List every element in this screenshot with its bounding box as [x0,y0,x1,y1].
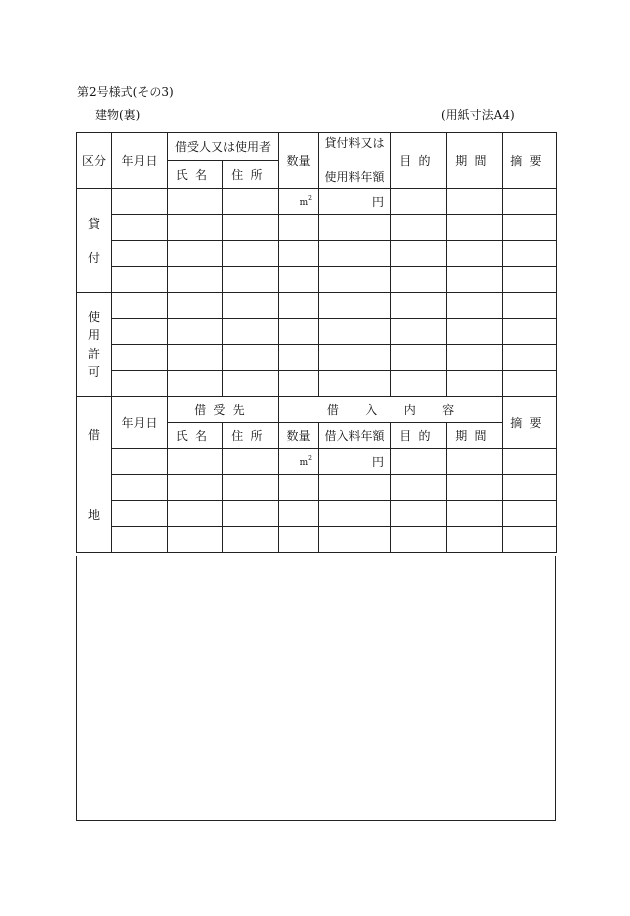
header-category: 区分 [77,133,112,189]
header-period-2: 期間 [447,423,503,449]
area-unit-sup: 2 [308,455,312,463]
cell-name [168,189,223,215]
header-quantity: 数量 [279,133,319,189]
cell-date [112,189,168,215]
form-subtitle: 建物(裏) [95,108,141,122]
header-address: 住所 [223,161,279,189]
header-period: 期間 [447,133,503,189]
header-purpose-2: 目的 [391,423,447,449]
section-leased-land [77,397,112,553]
header-borrower-user: 借受人又は使用者 [168,133,279,161]
section-lending-char: 付 [87,250,100,265]
cell-address [223,189,279,215]
header-lease-fee: 借入料年額 [319,423,391,449]
use-permit-row [77,319,557,345]
leased-land-row [77,475,557,501]
lending-row [77,215,557,241]
area-unit: m [299,458,309,469]
header-fee-line2: 使用料年額 [324,169,385,184]
cell-yen-unit-2: 円 [319,449,391,475]
header-row-1 [77,133,557,161]
leased-land-row [77,449,557,475]
use-permit-row [77,371,557,397]
header-lessor: 借受先 [168,397,279,423]
header-date: 年月日 [112,133,168,189]
cell-remarks [503,189,557,215]
lending-row [77,189,557,215]
header-name-2: 氏名 [168,423,223,449]
section-use-permit-char: 許 [87,346,100,361]
header-quantity-2: 数量 [279,423,319,449]
header-name: 氏名 [168,161,223,189]
header-fee [319,133,391,189]
header-address-2: 住所 [223,423,279,449]
section-use-permit-char: 用 [87,328,100,343]
header-lease-details: 借入内容 [279,397,503,423]
section-use-permit-char: 可 [87,365,100,380]
lending-row [77,267,557,293]
leased-land-row [77,501,557,527]
area-unit-sup: 2 [308,195,312,203]
section-leased-land-char: 地 [87,508,100,523]
cell-area-unit-2 [279,449,319,475]
form-number: 第2号様式(その3) [77,85,174,99]
cell-period [447,189,503,215]
section-use-permit-char: 使 [87,309,100,324]
notes-box [76,556,556,821]
paper-size-note: (用紙寸法A4) [441,108,515,122]
lending-row [77,241,557,267]
cell-yen-unit: 円 [319,189,391,215]
area-unit: m [299,198,309,209]
header-remarks-2: 摘要 [503,397,557,449]
header-remarks: 摘要 [503,133,557,189]
use-permit-row [77,293,557,319]
cell-area-unit [279,189,319,215]
leased-header-row-1 [77,397,557,423]
header-date-2: 年月日 [112,397,168,449]
register-table [76,132,557,553]
section-lending [77,189,112,293]
section-lending-char: 貸 [87,216,100,231]
cell-purpose [391,189,447,215]
use-permit-row [77,345,557,371]
header-purpose: 目的 [391,133,447,189]
section-use-permit [77,293,112,397]
header-fee-line1: 貸付料又は [324,136,385,150]
leased-land-row [77,527,557,553]
section-leased-land-char: 借 [87,428,100,443]
